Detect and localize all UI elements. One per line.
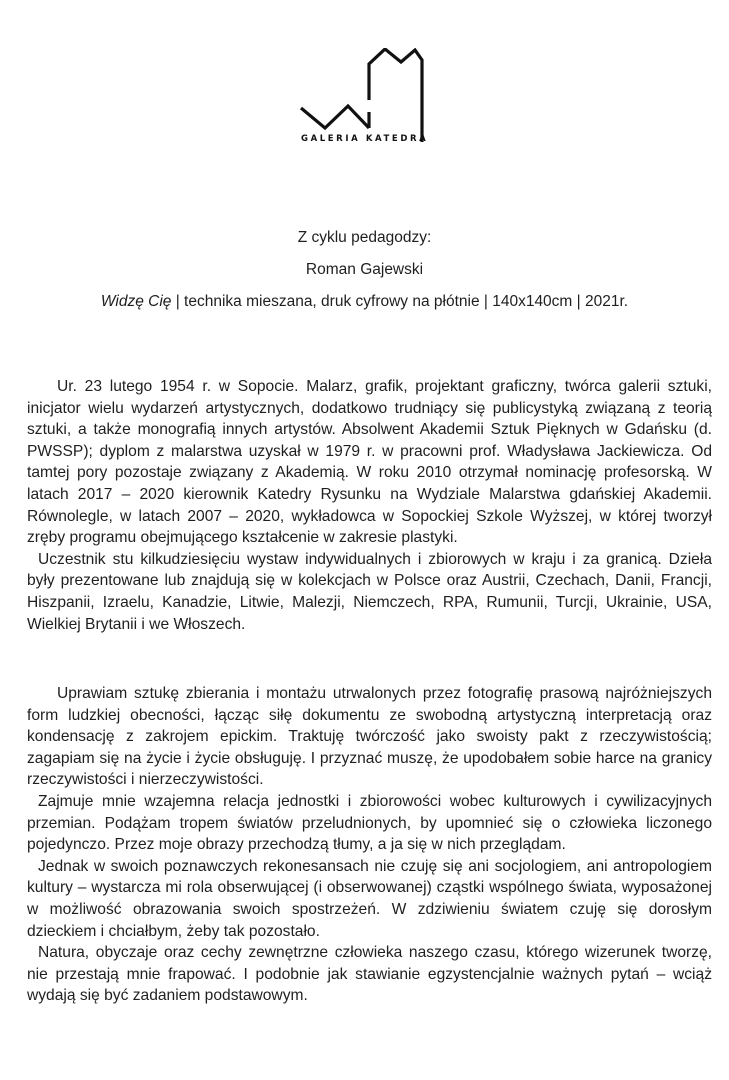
statement-paragraph: Jednak w swoich poznawczych rekonesansach nie czuję się ani socjologiem, ani antropologiem kultury – wystarcza mi rola obserwującej (i obserwowanej) cząstki wspólnego świata, wyposażonej w możliwość obrazowania swoich spostrzeżeń. W zdziwieniu światem czuję się dorosłym dzieckiem i chciałbym, żeby tak pozostało.: [27, 857, 712, 940]
statement-paragraph: Natura, obyczaje oraz cechy zewnętrzne człowieka naszego czasu, którego wizerunek tworzę, nie przestają mnie frapować. I podobnie jak stawianie egzystencjalnie ważnych pytań – wciąż wydają się być zadaniem podstawowym.: [27, 944, 712, 1005]
artwork-details: | technika mieszana, druk cyfrowy na płótnie | 140x140cm | 2021r.: [171, 293, 629, 310]
bio-paragraph: Ur. 23 lutego 1954 r. w Sopocie. Malarz, grafik, projektant graficzny, twórca galerii sztuki, inicjator wielu wydarzeń artystycznych, dodatkowo trudniący się publicystyką związaną z teorią sztuki, a także monografią innych artystów. Absolwent Akademii Sztuk Pięknych w Gdańsku (d. PWSSP); dyplom z malarstwa uzyskał w 1979 r. w pracowni prof. Władysława Jackiewicza. Od tamtej pory pozostaje związany z Akademią. W roku 2010 otrzymał nominację profesorską. W latach 2017 – 2020 kierownik Katedry Rysunku na Wydziale Malarstwa gdańskiej Akademii. Równolegle, w latach 2007 – 2020, wykładowca w Sopockiej Szkole Wyższej, w której tworzył zręby programu obejmującego kształcenie w zakresie plastyki.: [27, 378, 712, 547]
statement-paragraph: Zajmuje mnie wzajemna relacja jednostki i zbiorowości wobec kulturowych i cywilizacyjnych przemian. Podążam tropem światów przeludnionych, by upomnieć się o człowieka liczonego pojedynczo. Przez moje obrazy przechodzą tłumy, a ja się w nich przeglądam.: [27, 792, 712, 854]
artist-statement: [27, 683, 712, 1007]
gallery-logo: [298, 48, 428, 148]
artist-biography: [27, 376, 712, 635]
artist-name: Roman Gajewski: [305, 261, 424, 278]
galeria-katedra-logo-icon: [298, 48, 428, 148]
statement-paragraph: Uprawiam sztukę zbierania i montażu utrwalonych przez fotografię prasową najróżniejszych form ludzkiej obecności, łącząc siłę dokumentu ze swobodną artystyczną interpretacją oraz kondensację z zakrojem epickim. Traktuję twórczość jako swoisty pakt z rzeczywistością; zagapiam się na życie i życie obsługuję. I przyznać muszę, że upodobałem sobie harce na granicy rzeczywistości i nierzeczywistości.: [27, 685, 712, 789]
artwork-title: Widzę Cię: [100, 293, 172, 310]
logo-text: GALERIA KATEDRA: [301, 134, 429, 144]
bio-paragraph: Uczestnik stu kilkudziesięciu wystaw indywidualnych i zbiorowych w kraju i za granicą. Dzieła były prezentowane lub znajdują się w kolekcjach w Polsce oraz Austrii, Czechach, Danii, Francji, Hiszpanii, Izraelu, Kanadzie, Litwie, Malezji, Niemczech, RPA, Rumunii, Turcji, Ukrainie, USA, Wielkiej Brytanii i we Włoszech.: [27, 550, 712, 633]
artwork-caption: [0, 286, 729, 318]
series-title: Z cyklu pedagodzy:: [297, 229, 432, 246]
artwork-header: [0, 222, 729, 318]
